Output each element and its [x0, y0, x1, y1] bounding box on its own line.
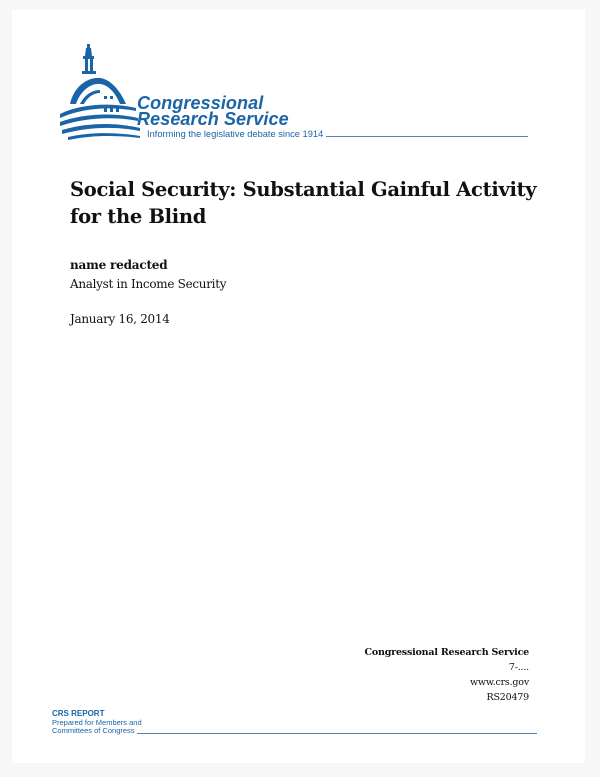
brand-line-1: Congressional	[137, 93, 264, 113]
brand-line-2: Research Service	[137, 109, 289, 129]
phone-number: 7-....	[508, 662, 529, 673]
crs-wordmark	[137, 95, 289, 127]
footer-label: CRS REPORT	[52, 709, 105, 718]
author-name: name redacted	[70, 258, 168, 272]
capitol-dome-icon	[60, 42, 140, 142]
tagline-rule	[326, 136, 528, 137]
footer-line-3-row	[52, 727, 537, 736]
report-date: January 16, 2014	[70, 312, 170, 326]
author-block	[70, 256, 226, 294]
crs-logo	[60, 42, 560, 142]
report-title: Social Security: Substantial Gainful Activity for the Blind	[70, 178, 537, 228]
website-link[interactable]: www.crs.gov	[469, 677, 529, 688]
publication-info	[365, 645, 529, 705]
footer-block	[52, 710, 537, 736]
report-number: RS20479	[486, 692, 529, 703]
publisher-name: Congressional Research Service	[364, 647, 529, 658]
footer-line-3: Committees of Congress	[52, 726, 135, 735]
author-role: Analyst in Income Security	[70, 277, 227, 291]
tagline	[147, 129, 528, 139]
tagline-text: Informing the legislative debate since 1914	[147, 129, 324, 139]
footer-line-2: Prepared for Members and	[52, 717, 142, 727]
footer-rule	[137, 733, 537, 734]
